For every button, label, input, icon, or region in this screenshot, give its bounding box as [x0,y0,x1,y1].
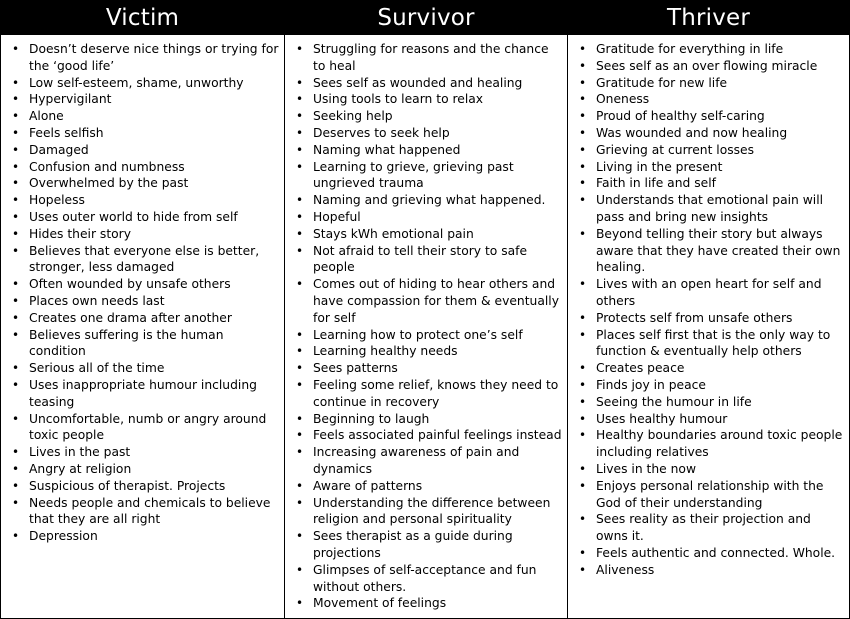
list-item: • Protects self from unsafe others [574,310,845,327]
survivor-list [285,35,567,612]
list-item: • Uses inappropriate humour including teasing [7,377,280,411]
list-item: • Grieving at current losses [574,142,845,159]
list-item: • Sees self as an over flowing miracle [574,58,845,75]
list-item: • Using tools to learn to relax [291,91,563,108]
list-item: • Comes out of hiding to hear others and have compassion for them & eventually for self [291,276,563,326]
list-item: • Naming what happened [291,142,563,159]
list-item: • Not afraid to tell their story to safe people [291,243,563,277]
list-item: • Living in the present [574,159,845,176]
list-item: • Gratitude for new life [574,75,845,92]
list-item: • Stays kWh emotional pain [291,226,563,243]
list-item: • Naming and grieving what happened. [291,192,563,209]
list-item: • Confusion and numbness [7,159,280,176]
list-item: • Needs people and chemicals to believe that they are all right [7,495,280,529]
list-item: • Deserves to seek help [291,125,563,142]
list-item: • Healthy boundaries around toxic people including relatives [574,427,845,461]
list-item: • Serious all of the time [7,360,280,377]
list-item: • Feels authentic and connected. Whole. [574,545,845,562]
list-item: • Lives in the past [7,444,280,461]
survivor-column [284,0,567,618]
list-item: • Beyond telling their story but always aware that they have created their own healing. [574,226,845,276]
list-item: • Understanding the difference between religion and personal spirituality [291,495,563,529]
list-item: • Creates one drama after another [7,310,280,327]
list-item: • Aware of patterns [291,478,563,495]
list-item: • Sees therapist as a guide during projections [291,528,563,562]
list-item: • Low self-esteem, shame, unworthy [7,75,280,92]
list-item: • Lives with an open heart for self and others [574,276,845,310]
list-item: • Alone [7,108,280,125]
list-item: • Doesn’t deserve nice things or trying for the ‘good life’ [7,41,280,75]
survivor-header: Survivor [285,0,567,35]
victim-header: Victim [1,0,284,35]
list-item: • Sees patterns [291,360,563,377]
list-item: • Seeking help [291,108,563,125]
list-item: • Creates peace [574,360,845,377]
list-item: • Aliveness [574,562,845,579]
list-item: • Believes suffering is the human condition [7,327,280,361]
victim-list [1,35,284,545]
list-item: • Uses healthy humour [574,411,845,428]
list-item: • Seeing the humour in life [574,394,845,411]
victim-column [1,0,284,618]
list-item: • Angry at religion [7,461,280,478]
list-item: • Understands that emotional pain will pass and bring new insights [574,192,845,226]
list-item: • Damaged [7,142,280,159]
list-item: • Feels selfish [7,125,280,142]
list-item: • Depression [7,528,280,545]
list-item: • Movement of feelings [291,595,563,612]
thriver-list [568,35,849,579]
list-item: • Learning how to protect one’s self [291,327,563,344]
thriver-column [567,0,849,618]
thriver-header: Thriver [568,0,849,35]
list-item: • Feels associated painful feelings instead [291,427,563,444]
list-item: • Enjoys personal relationship with the God of their understanding [574,478,845,512]
list-item: • Faith in life and self [574,175,845,192]
list-item: • Oneness [574,91,845,108]
list-item: • Uncomfortable, numb or angry around toxic people [7,411,280,445]
list-item: • Places self first that is the only way to function & eventually help others [574,327,845,361]
list-item: • Often wounded by unsafe others [7,276,280,293]
list-item: • Lives in the now [574,461,845,478]
list-item: • Sees reality as their projection and owns it. [574,511,845,545]
list-item: • Proud of healthy self-caring [574,108,845,125]
list-item: • Gratitude for everything in life [574,41,845,58]
list-item: • Hopeful [291,209,563,226]
list-item: • Believes that everyone else is better, stronger, less damaged [7,243,280,277]
list-item: • Learning healthy needs [291,343,563,360]
list-item: • Feeling some relief, knows they need to continue in recovery [291,377,563,411]
list-item: • Increasing awareness of pain and dynamics [291,444,563,478]
list-item: • Beginning to laugh [291,411,563,428]
list-item: • Struggling for reasons and the chance to heal [291,41,563,75]
list-item: • Suspicious of therapist. Projects [7,478,280,495]
list-item: • Glimpses of self-acceptance and fun without others. [291,562,563,596]
list-item: • Learning to grieve, grieving past ungrieved trauma [291,159,563,193]
list-item: • Places own needs last [7,293,280,310]
list-item: • Finds joy in peace [574,377,845,394]
list-item: • Sees self as wounded and healing [291,75,563,92]
list-item: • Hypervigilant [7,91,280,108]
list-item: • Was wounded and now healing [574,125,845,142]
list-item: • Hopeless [7,192,280,209]
list-item: • Overwhelmed by the past [7,175,280,192]
list-item: • Hides their story [7,226,280,243]
list-item: • Uses outer world to hide from self [7,209,280,226]
